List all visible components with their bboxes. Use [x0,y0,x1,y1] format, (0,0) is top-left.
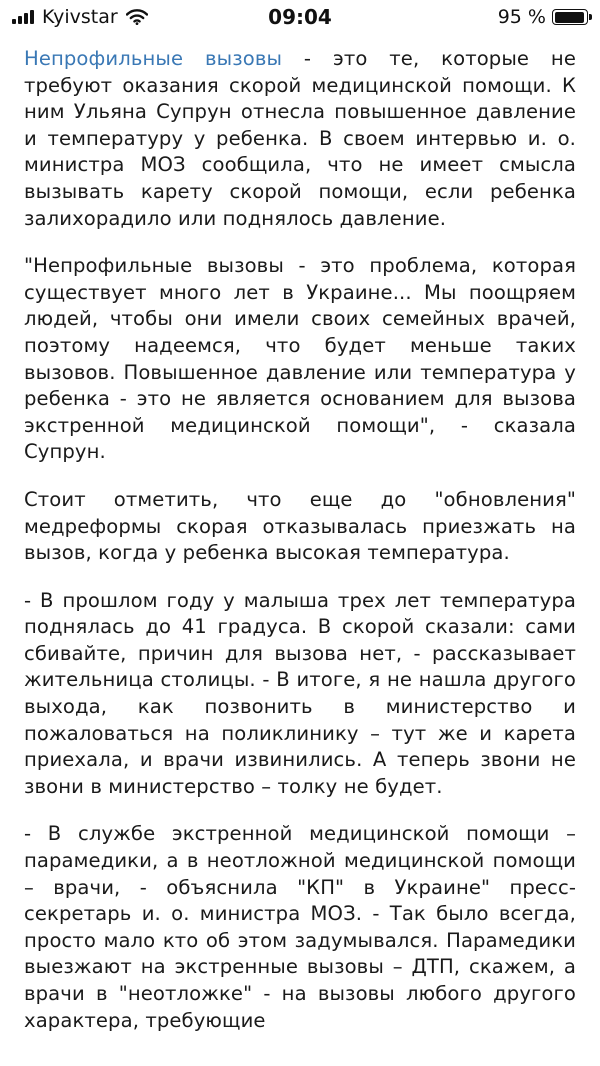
article-paragraph: - В службе экстренной медицинской помощи – парамедики, а в неотложной медицинской помощи – врачи, - объяснила "КП" в Украине" пресс-секретарь и. о. министра МОЗ. - Так было всегда, просто мало кто об этом задумывался. Парамедики выезжают на экстренные вызовы – ДТП, скажем, а врачи в "неотложке" - на вызовы любого другого характера, требующие [24,822,576,1032]
clock: 09:04 [268,5,332,29]
article-paragraph: Стоит отметить, что еще до "обновления" медреформы скорая отказывалась приезжать на вызов, когда у ребенка высокая температура. [24,487,576,565]
status-bar [0,0,600,36]
battery-icon [552,9,588,25]
battery-fill [555,12,584,23]
article-body [0,36,600,1034]
battery-percent: 95 % [497,6,546,28]
paragraph-text: - это те, которые не требуют оказания скорой медицинской помощи. К ним Ульяна Супрун отнесла повышенное давление и температуру у ребенка. В своем интервью и. о. министра МОЗ сообщила, что не имеет смысла вызывать карету скорой помощи, если ребенка залихорадило или поднялось давление. [24,47,576,230]
status-right [498,6,588,28]
article-link[interactable]: Непрофильные вызовы [24,47,283,70]
article-paragraph [24,46,576,232]
carrier-name: Kyivstar [42,6,118,28]
article-paragraph: - В прошлом году у малыша трех лет температура поднялась до 41 градуса. В скорой сказали: сами сбивайте, причин для вызова нет, - рассказывает жительница столицы. - В итоге, я не нашла другого выхода, как позвонить в министерство и пожаловаться на поликлинику – тут же и карета приехала, и врачи извинились. А теперь звони не звони в министерство – толку не будет. [24,588,576,798]
article-paragraph: "Непрофильные вызовы - это проблема, которая существует много лет в Украине... Мы поощряем людей, чтобы они имели своих семейных врачей, поэтому надеемся, что будет меньше таких вызовов. Повышенное давление или температура у ребенка - это не является основанием для вызова экстренной медицинской помощи", - сказала Супрун. [24,254,576,464]
